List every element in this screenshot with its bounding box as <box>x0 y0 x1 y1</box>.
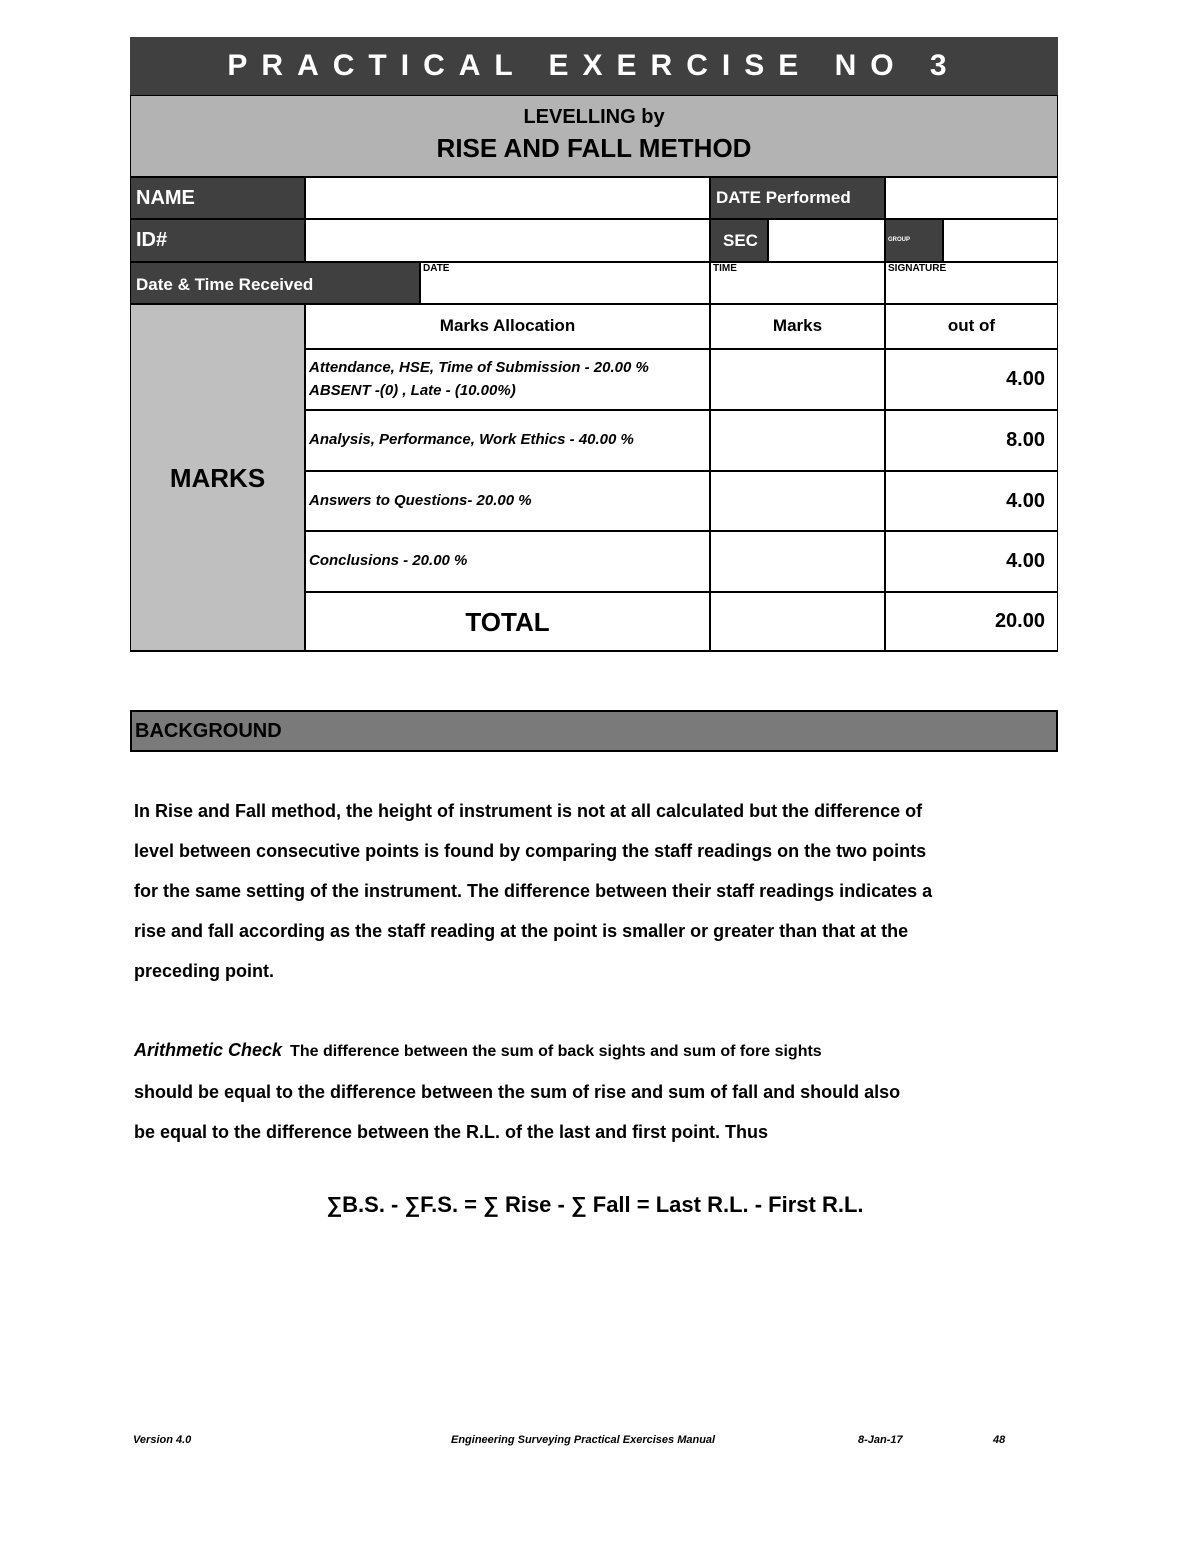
signature-label: SIGNATURE <box>888 263 947 274</box>
received-label: Date & Time Received <box>130 262 420 304</box>
criterion-attendance-line1: Attendance, HSE, Time of Submission - 20.00 % <box>309 359 649 376</box>
time-field[interactable] <box>710 262 885 304</box>
name-label: NAME <box>130 177 305 219</box>
marks-input-conclusions[interactable] <box>710 531 885 592</box>
date-field[interactable] <box>420 262 710 304</box>
arithmetic-check-line-1 <box>134 1030 1014 1072</box>
criterion-conclusions: Conclusions - 20.00 % <box>305 531 710 592</box>
id-label: ID# <box>130 219 305 262</box>
marks-allocation-header: Marks Allocation <box>305 304 710 349</box>
total-out-of: 20.00 <box>885 592 1058 652</box>
paragraph-line: rise and fall according as the staff reading at the point is smaller or greater than that at the <box>134 921 909 941</box>
footer-version: Version 4.0 <box>133 1434 192 1446</box>
criterion-attendance-line2: ABSENT -(0) , Late - (10.00%) <box>309 382 516 399</box>
out-of-analysis: 8.00 <box>885 410 1058 471</box>
out-of-conclusions: 4.00 <box>885 531 1058 592</box>
marks-input-answers[interactable] <box>710 471 885 531</box>
marks-header: Marks <box>710 304 885 349</box>
date-performed-label: DATE Performed <box>710 177 885 219</box>
criterion-attendance <box>305 349 710 410</box>
name-field[interactable] <box>305 177 710 219</box>
date-performed-field[interactable] <box>885 177 1058 219</box>
check-line: The difference between the sum of back sights and sum of fore sights <box>290 1043 822 1060</box>
check-line: be equal to the difference between the R.L. of the last and first point. Thus <box>134 1122 769 1142</box>
time-label: TIME <box>713 263 737 274</box>
paragraph-line: preceding point. <box>134 961 275 981</box>
footer-manual-title: Engineering Surveying Practical Exercises Manual <box>451 1434 716 1446</box>
page-title: PRACTICAL EXERCISE NO 3 <box>130 37 1058 95</box>
sec-label: SEC <box>710 219 768 262</box>
footer-page-number: 48 <box>993 1434 1006 1446</box>
subtitle-line-1: LEVELLING by <box>523 106 665 128</box>
arithmetic-check <box>134 1030 1014 1152</box>
out-of-attendance: 4.00 <box>885 349 1058 410</box>
background-heading: BACKGROUND <box>130 710 1058 752</box>
group-field[interactable] <box>943 219 1058 262</box>
marks-side-panel <box>130 304 305 652</box>
paragraph-line: for the same setting of the instrument. The difference between their staff readings indicates a <box>134 881 933 901</box>
subtitle-box <box>130 95 1058 177</box>
total-label: TOTAL <box>305 592 710 652</box>
footer-date: 8-Jan-17 <box>858 1434 903 1446</box>
sec-field[interactable] <box>768 219 885 262</box>
group-label: GROUP <box>885 219 943 262</box>
criterion-answers: Answers to Questions- 20.00 % <box>305 471 710 531</box>
subtitle-line-2: RISE AND FALL METHOD <box>436 133 752 163</box>
arithmetic-check-title: Arithmetic Check <box>134 1040 283 1060</box>
marks-input-attendance[interactable] <box>710 349 885 410</box>
check-line: should be equal to the difference between the sum of rise and sum of fall and should also <box>134 1082 901 1102</box>
paragraph-line: In Rise and Fall method, the height of instrument is not at all calculated but the difference of <box>134 801 923 821</box>
id-field[interactable] <box>305 219 710 262</box>
marks-side-label: MARKS <box>169 463 266 493</box>
out-of-header: out of <box>885 304 1058 349</box>
marks-input-analysis[interactable] <box>710 410 885 471</box>
date-label: DATE <box>423 263 450 274</box>
out-of-answers: 4.00 <box>885 471 1058 531</box>
criterion-analysis: Analysis, Performance, Work Ethics - 40.00 % <box>305 410 710 471</box>
check-formula: ∑B.S. - ∑F.S. = ∑ Rise - ∑ Fall = Last R.L. - First R.L. <box>326 1192 864 1217</box>
paragraph-line: level between consecutive points is found by comparing the staff readings on the two points <box>134 841 927 861</box>
signature-field[interactable] <box>885 262 1058 304</box>
total-marks-input[interactable] <box>710 592 885 652</box>
background-paragraph <box>134 791 1014 991</box>
